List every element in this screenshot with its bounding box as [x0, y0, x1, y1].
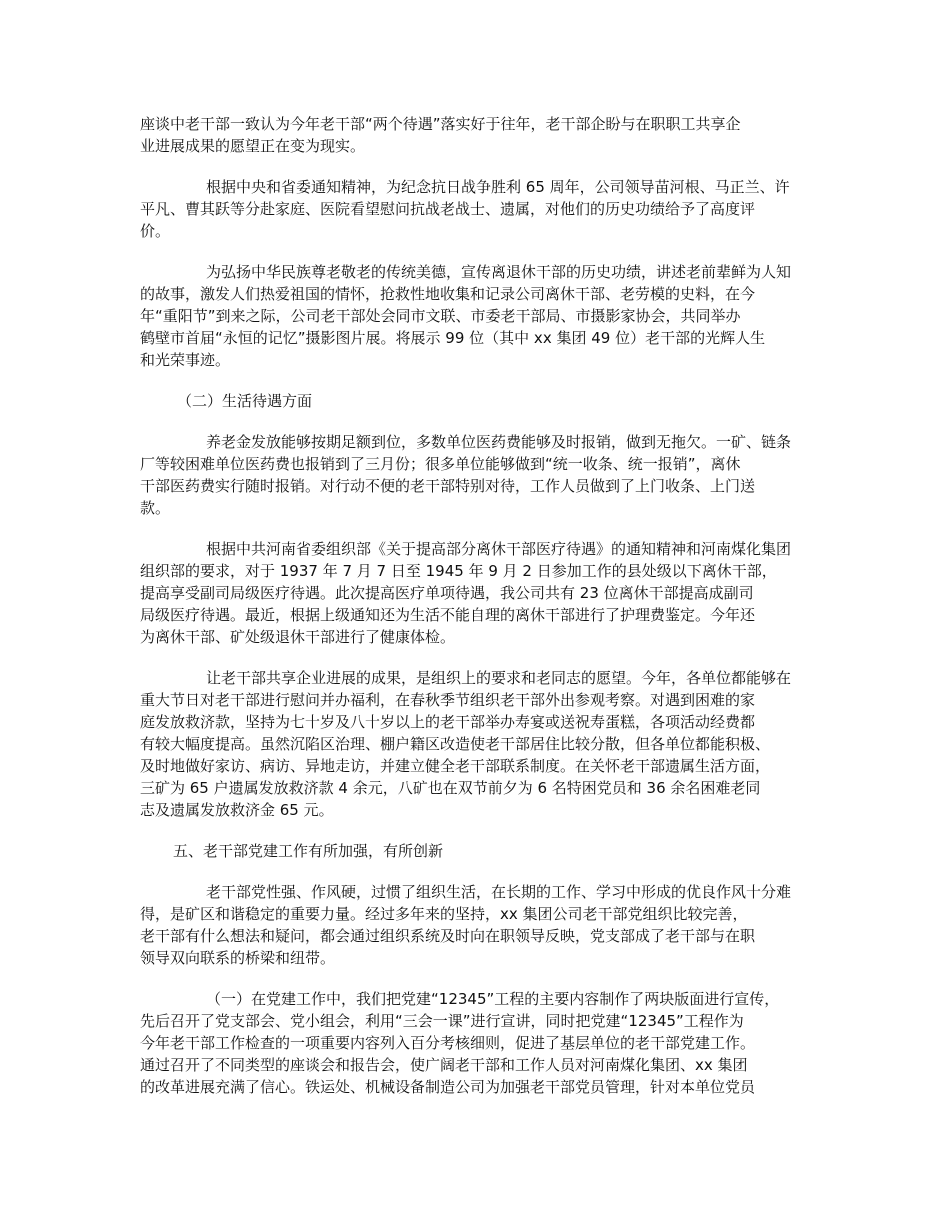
text-line: 老干部党性强、作风硬，过惯了组织生活，在长期的工作、学习中形成的优良作风十分难	[206, 883, 792, 901]
text-line: 的故事，激发人们热爱祖国的情怀，抢救性地收集和记录公司离休干部、老劳模的史料，在今	[140, 285, 756, 303]
paragraph	[140, 988, 820, 1098]
text-line: 有较大幅度提高。虽然沉陷区治理、棚户籍区改造使老干部居住比较分散，但各单位都能积极、	[140, 735, 771, 753]
text-line: 领导双向联系的桥梁和纽带。	[140, 949, 336, 967]
text-line: 的改革进展充满了信心。铁运处、机械设备制造公司为加强老干部党员管理，针对本单位党员	[140, 1078, 756, 1096]
section-heading: 五、老干部党建工作有所加强，有所创新	[173, 842, 444, 860]
text-line: 及时地做好家访、病访、异地走访，并建立健全老干部联系制度。在关怀老干部遗属生活方面，	[140, 757, 771, 775]
text-line: 庭发放救济款，坚持为七十岁及八十岁以上的老干部举办寿宴或送祝寿蛋糕，各项活动经费都	[140, 713, 756, 731]
text-line: 年“重阳节”到来之际，公司老干部处会同市文联、市委老干部局、市摄影家协会，共同举办	[140, 307, 741, 325]
text-line: 干部医药费实行随时报销。对行动不便的老干部特别对待，工作人员做到了上门收条、上门送	[140, 477, 756, 495]
text-line: 鹤壁市首届“永恒的记忆”摄影图片展。将展示 99 位（其中 xx 集团 49 位）老干部的光辉人生	[140, 329, 766, 347]
text-line: 志及遗属发放救济金 65 元。	[140, 801, 334, 819]
paragraph	[140, 881, 820, 969]
text-line: 为弘扬中华民族尊老敬老的传统美德，宣传离退休干部的历史功绩，讲述老前辈鲜为人知	[206, 263, 792, 281]
paragraph	[140, 261, 820, 371]
paragraph	[140, 667, 820, 821]
text-line: 根据中央和省委通知精神，为纪念抗日战争胜利 65 周年，公司领导苗河根、马正兰、许	[206, 178, 790, 196]
text-line: 座谈中老干部一致认为今年老干部“两个待遇”落实好于往年，老干部企盼与在职职工共享企	[140, 115, 741, 133]
text-line: 养老金发放能够按期足额到位，多数单位医药费能够及时报销，做到无拖欠。一矿、链条	[206, 433, 792, 451]
paragraph	[140, 176, 820, 242]
text-line: 通过召开了不同类型的座谈会和报告会，使广阔老干部和工作人员对河南煤化集团、xx 集团	[140, 1056, 748, 1074]
section-heading: （二）生活待遇方面	[177, 392, 313, 410]
text-line: 和光荣事迹。	[140, 351, 231, 369]
document-body	[140, 113, 820, 1117]
text-line: 重大节日对老干部进行慰问并办福利，在春秋季节组织老干部外出参观考察。对遇到困难的家	[140, 691, 756, 709]
text-line: 组织部的要求，对于 1937 年 7 月 7 日至 1945 年 9 月 2 日参加工作的县处级以下离休干部，	[140, 562, 777, 580]
text-line: 平凡、曹其跃等分赴家庭、医院看望慰问抗战老战士、遗属，对他们的历史功绩给予了高度评	[140, 200, 756, 218]
text-line: 局级医疗待遇。最近，根据上级通知还为生活不能自理的离休干部进行了护理费鉴定。今年还	[140, 606, 756, 624]
paragraph	[140, 113, 820, 157]
text-line: （一）在党建工作中，我们把党建“12345”工程的主要内容制作了两块版面进行宣传，	[206, 990, 780, 1008]
text-line: 得，是矿区和谐稳定的重要力量。经过多年来的坚持，xx 集团公司老干部党组织比较完善，	[140, 905, 748, 923]
paragraph	[140, 538, 820, 648]
text-line: 提高享受副司局级医疗待遇。此次提高医疗单项待遇，我公司共有 23 位离休干部提高成副司	[140, 584, 754, 602]
text-line: 根据中共河南省委组织部《关于提高部分离休干部医疗待遇》的通知精神和河南煤化集团	[206, 540, 792, 558]
text-line: 厂等较困难单位医药费也报销到了三月份；很多单位能够做到“统一收条、统一报销”，离休	[140, 455, 741, 473]
text-line: 让老干部共享企业进展的成果，是组织上的要求和老同志的愿望。今年，各单位都能够在	[206, 669, 792, 687]
text-line: 今年老干部工作检查的一项重要内容列入百分考核细则，促进了基层单位的老干部党建工作。	[140, 1034, 756, 1052]
text-line: 业进展成果的愿望正在变为现实。	[140, 137, 366, 155]
text-line: 老干部有什么想法和疑问，都会通过组织系统及时向在职领导反映，党支部成了老干部与在职	[140, 927, 756, 945]
paragraph	[140, 431, 820, 519]
text-line: 价。	[140, 222, 171, 240]
text-line: 为离休干部、矿处级退休干部进行了健康体检。	[140, 628, 456, 646]
text-line: 款。	[140, 499, 171, 517]
text-line: 三矿为 65 户遗属发放救济款 4 余元，八矿也在双节前夕为 6 名特困党员和 36 余名困难老同	[140, 779, 761, 797]
text-line: 先后召开了党支部会、党小组会，利用“三会一课”进行宣讲，同时把党建“12345”工程作为	[140, 1012, 744, 1030]
